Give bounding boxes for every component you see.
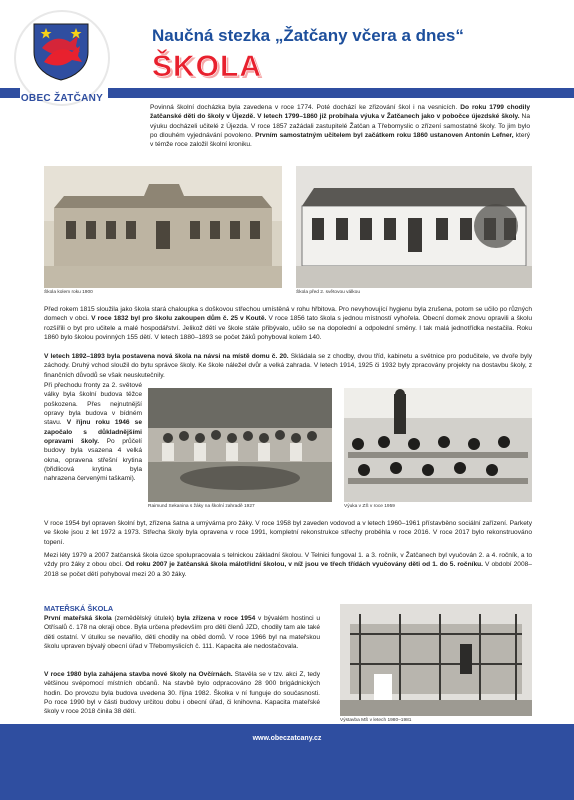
header-bar <box>108 88 574 98</box>
page-subtitle: Naučná stezka „Žatčany včera a dnes“ <box>152 26 464 45</box>
history-paragraph-4 <box>44 519 532 547</box>
kindergarten-paragraph-1 <box>44 614 320 651</box>
history-paragraph-2 <box>44 352 532 380</box>
kindergarten-text: Stavěla se v tzv. akci Z, tedy většinou svépomocí místních občanů. Na stavbě bylo odpracováno 28 900 brigádnických hodin. Do provozu byla budova uvedena 30. října 1982. Školka v ní funguje do současnosti. Po roce 1990 byl v části budovy určitou dobu i obecní úřad, či knihovna. Kapacita mateřské školy v roce 2018 činila 38 dětí. <box>44 671 320 716</box>
history-text: V roce 1856 tato škola s jednou místností vyhořela. Obecní domek znovu opravili a školu rozšířili o byt pro učitele a malé hospodářství. Jelikož dětí ve škole stále přibývalo, učilo se na dopolední a odpolední směny. I tak malá jednotřídka nestačila. Roku 1860 bylo školou povinných 155 dětí. V letech 1880–1893 se počet žáků pohyboval kolem 140. <box>44 315 532 342</box>
footer-website-link[interactable]: www.obeczatcany.cz <box>252 735 322 742</box>
municipality-name: OBEC ŽATČANY <box>20 93 104 104</box>
school-photo-1900 <box>44 166 282 288</box>
history-paragraph-5 <box>44 551 532 579</box>
history-text: V období 2008–2018 se počet dětí pohyboval mezi 20 a 30 žáky. <box>44 561 532 578</box>
photo-caption: Raimund Sekanina s žáky na školní zahradě 1927 <box>148 504 255 509</box>
intro-text: Na výuku docházeli učitelé z Újezda. V roce 1857 zažádali zastupitelé Žatčan a Třebomyslic o zřízení samostatné školy. To jim bylo po dlouhém vyjednávání povoleno. <box>150 113 530 140</box>
kindergarten-text: v bývalém hostinci u Otřísalů č. 178 na okraji obce. Byla určena především pro děti členů JZD, chodily tam ale také děti ostatní. V útulku se nevařilo, děti chodily na oběd domů. V roce 1966 byl na mateřskou školu upraven bývalý obecní úřad v Třebomyslicích č. 111. Kapacita ale nedostačovala. <box>44 615 320 651</box>
section-heading-kindergarten: MATEŘSKÁ ŠKOLA <box>44 604 114 613</box>
kindergarten-highlight: byla zřízena v roce 1954 <box>176 615 256 622</box>
kindergarten-highlight: První mateřská škola <box>44 615 112 622</box>
coat-of-arms-fish-icon <box>32 22 90 82</box>
history-highlight: V letech 1892–1893 byla postavena nová škola na návsi na místě domu č. 20. <box>44 353 289 360</box>
history-text: Mezi léty 1979 a 2007 žatčanská škola úzce spolupracovala s telnickou základní školou. V Telnici fungoval 1. a 3. ročník, v Žatčanech byl vyučován 2. a 4. ročník, a to vždy pro žáky z obou obcí. <box>44 552 532 569</box>
history-paragraph-1 <box>44 305 532 342</box>
kindergarten-construction-photo <box>340 604 532 716</box>
history-text: Při přechodu fronty za 2. světové války byla školní budova těžce poškozena. Přes nejnutnější opravy byla budova v bídném stavu. <box>44 382 142 427</box>
class-garden-photo-1927 <box>148 388 332 502</box>
school-photo-prewar <box>296 166 532 288</box>
history-text: V roce 1954 byl opraven školní byt, zřízena šatna a umývárna pro žáky. V roce 1958 byl zaveden vodovod a v letech 1960–1961 přístavběno sociální zařízení. Parkety ve škole jsou z let 1972 a 1973. Střecha školy byla opravena v roce 1991, kompletní rekonstrukce střechy proběhla v roce 2016. V roce 2017 bylo rekonstruováno topení. <box>44 520 532 546</box>
photo-caption: Škola před 2. světovou válkou <box>296 290 360 295</box>
history-highlight: V říjnu roku 1946 se započalo s důkladnějšími opravami školy. <box>44 419 142 446</box>
history-highlight: Od roku 2007 je žatčanská škola málotřídní školou, v níž jsou ve třech třídách vyučovány děti od 1. do 5. ročníku. <box>125 561 483 569</box>
photo-caption: Výstavba MŠ v letech 1980–1981 <box>340 718 412 723</box>
photo-caption: Výuka v ZŠ v roce 1959 <box>344 504 395 509</box>
intro-highlight: Do roku 1799 chodily žatčanské děti do školy v Újezdě. V letech 1799–1860 již probíhala výuka v Žatčanech jako v pobočce újezdské školy. <box>150 104 531 121</box>
history-highlight: V roce 1832 byl pro školu zakoupen dům č. 25 v Koutě. <box>91 315 267 323</box>
intro-text: který v témže roce založil školní kroniku. <box>150 132 530 149</box>
classroom-photo-1959 <box>344 388 532 502</box>
kindergarten-text: (zemědělský útulek) <box>111 615 177 622</box>
history-text: Před rokem 1815 sloužila jako škola stará chaloupka s doškovou střechou umístěná v rohu hřbitova. Pro nevyhovující hygienu byla zrušena, potom se učilo po různých domech v obci. <box>44 306 532 323</box>
history-paragraph-3 <box>44 381 142 484</box>
intro-text: Povinná školní docházka byla zavedena v roce 1774. Poté dochází ke zřizování škol i na vesnicích. <box>150 104 461 111</box>
intro-spacer <box>44 132 150 152</box>
intro-paragraph <box>150 103 530 150</box>
history-text: Skládala se z chodby, dvou tříd, kabinetu a světnice pro podučitele, ve dvoře byly záchody. Druhý vchod sloužil do bytu správce školy. Ke škole náležel dvůr a velká zahrada. V letech 1914, 1925 či 1932 byly zpracovány projekty na dostavbu školy, z finančních důvodů se však neuskutečnily. <box>44 353 533 379</box>
history-text: Po průčelí budovy byla vsazena 4 velká okna, opravena střešní krytina (břidlicová krytina byla nahrazena červenými taškami). <box>44 438 142 483</box>
intro-highlight: Prvním samostatným učitelem byl začátkem roku 1860 ustanoven Antonín Lefner, <box>255 132 514 140</box>
kindergarten-paragraph-2 <box>44 670 320 717</box>
kindergarten-highlight: V roce 1980 byla zahájena stavba nové školy na Ovčírnách. <box>44 671 233 678</box>
page-title: ŠKOLA <box>152 50 262 83</box>
photo-caption: Škola kolem roku 1900 <box>44 290 93 295</box>
